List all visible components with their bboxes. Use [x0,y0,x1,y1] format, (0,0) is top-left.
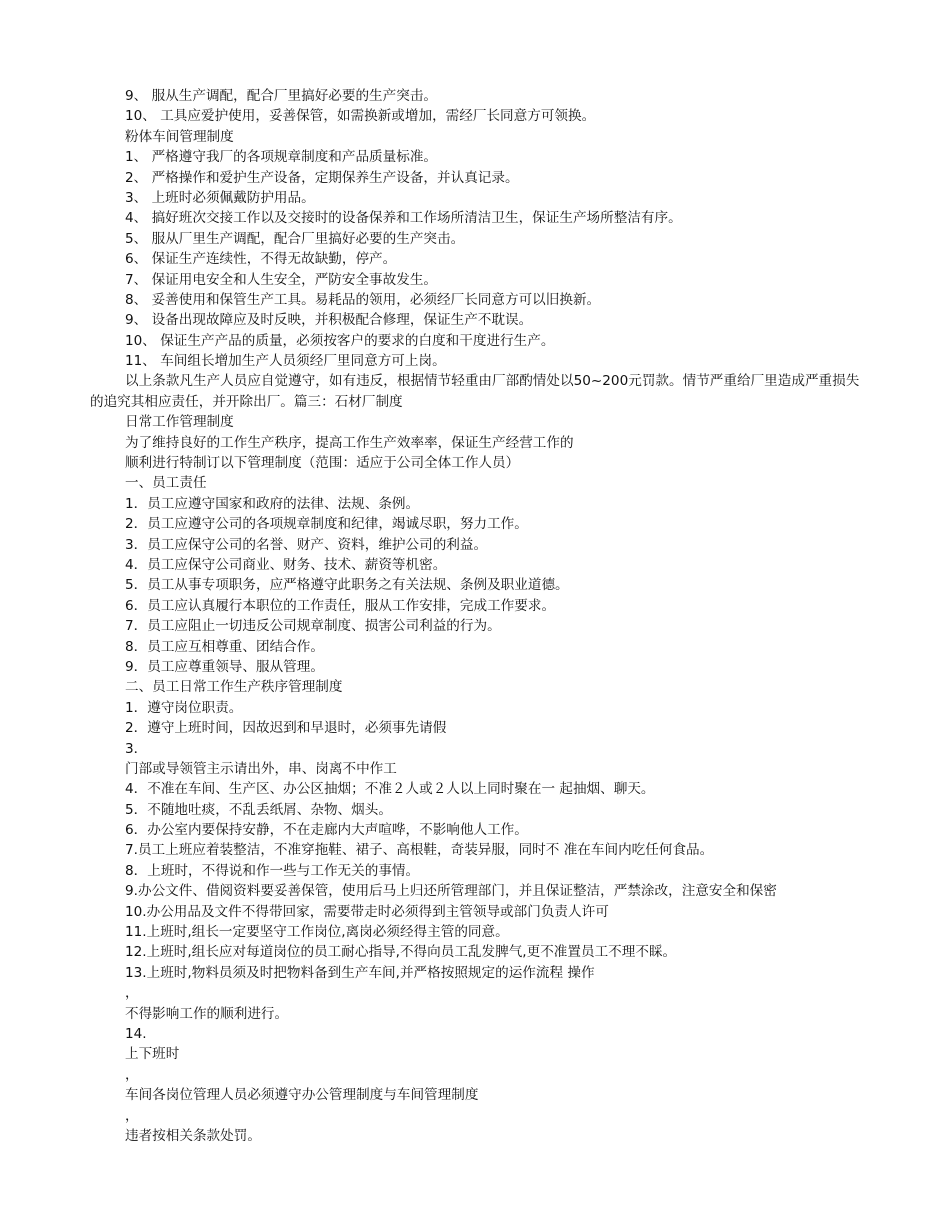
text-paragraph: 9.办公文件、借阅资料要妥善保管，使用后马上归还所管理部门，并且保证整洁，严禁涂改，注意安全和保密 [125,883,777,900]
text-line: 13.上班时,物料员须及时把物料备到生产车间,并严格按照规定的运作流程 操作 [125,964,595,981]
text-line: 5．员工从事专项职务，应严格遵守此职务之有关法规、条例及职业道德。 [125,577,569,594]
text-line: 门部或导领管主示请出外，串、岗离不中作工 [125,760,397,777]
text-line: 14. [125,1026,147,1043]
text-line: 5、 服从厂里生产调配，配合厂里搞好必要的生产突击。 [125,230,465,247]
text-line: 2．遵守上班时间，因故迟到和早退时，必须事先请假 [125,720,447,737]
text-line: 违者按相关条款处罚。 [125,1127,261,1144]
text-line: 5．不随地吐痰，不乱丢纸屑、杂物、烟头。 [125,801,392,818]
text-line: 4．员工应保守公司商业、财务、技术、薪资等机密。 [125,557,447,574]
text-paragraph: 以上条款凡生产人员应自觉遵守，如有违反，根据情节轻重由厂部酌情处以50~200元罚款。情节严重给厂里造成严重损失的追究其相应责任，并开除出厂。篇三：石材厂制度 [90,373,860,410]
text-line: 顺利进行特制订以下管理制度（范围：适应于公司全体工作人员） [125,455,520,472]
text-line: 不得影响工作的顺利进行。 [125,1005,289,1022]
text-line: 3、 上班时必须佩戴防护用品。 [125,189,315,206]
text-line: 11、 车间组长增加生产人员须经厂里同意方可上岗。 [125,353,446,370]
text-line: 2、 严格操作和爱护生产设备，定期保养生产设备，并认真记录。 [125,169,519,186]
text-line: 3．员工应保守公司的名誉、财产、资料，维护公司的利益。 [125,536,488,553]
text-line: 8、 妥善使用和保管生产工具。易耗品的领用，必须经厂长同意方可以旧换新。 [125,291,601,308]
text-line: 8．上班时，不得说和作一些与工作无关的事情。 [125,862,420,879]
text-line: 6、 保证生产连续性，不得无故缺勤，停产。 [125,251,397,268]
text-line: 7、 保证用电安全和人生安全，严防安全事故发生。 [125,271,438,288]
text-line: 10、 工具应爱护使用，妥善保管，如需换新或增加，需经厂长同意方可领换。 [125,108,596,125]
text-line: 4．不准在车间、生产区、办公区抽烟；不准２人或２人以上同时聚在一 起抽烟、聊天。 [125,781,655,798]
text-line: ， [125,1107,139,1124]
text-line: 8．员工应互相尊重、团结合作。 [125,638,324,655]
text-line: 7．员工应阻止一切违反公司规章制度、损害公司利益的行为。 [125,618,501,635]
text-line: 12.上班时,组长应对每道岗位的员工耐心指导,不得向员工乱发脾气,更不准置员工不理不睬。 [125,944,677,961]
text-line: 上下班时 [125,1046,180,1063]
section-heading: 一、员工责任 [125,475,207,492]
text-line: 4、 搞好班次交接工作以及交接时的设备保养和工作场所清洁卫生，保证生产场所整洁有序。 [125,210,682,227]
section-heading: 二、员工日常工作生产秩序管理制度 [125,679,343,696]
text-line: 1．员工应遵守国家和政府的法律、法规、条例。 [125,495,420,512]
text-line: 车间各岗位管理人员必须遵守办公管理制度与车间管理制度 [125,1087,479,1104]
text-line: 6．员工应认真履行本职位的工作责任，服从工作安排，完成工作要求。 [125,597,556,614]
text-line: ， [125,985,139,1002]
text-line: 6．办公室内要保持安静，不在走廊内大声喧哗，不影响他人工作。 [125,822,528,839]
text-line: 2．员工应遵守公司的各项规章制度和纪律，竭诚尽职，努力工作。 [125,516,528,533]
text-line: 为了维持良好的工作生产秩序，提高工作生产效率率，保证生产经营工作的 [125,434,574,451]
text-line: 1．遵守岗位职责。 [125,699,243,716]
text-line: 3． [125,740,148,757]
text-line: 11.上班时,组长一定要坚守工作岗位,离岗必须经得主管的同意。 [125,924,509,941]
text-line: ， [125,1066,139,1083]
section-heading: 粉体车间管理制度 [125,128,234,145]
text-line: 7.员工上班应着装整洁，不准穿拖鞋、裙子、高根鞋，奇装异服，同时不 准在车间内吃任何食品。 [125,842,714,859]
text-line: 9、 设备出现故障应及时反映，并积极配合修理，保证生产不耽误。 [125,312,533,329]
text-line: 9．员工应尊重领导、服从管理。 [125,658,324,675]
text-line: 10、 保证生产产品的质量，必须按客户的要求的白度和干度进行生产。 [125,332,555,349]
text-line: 9、 服从生产调配，配合厂里搞好必要的生产突击。 [125,88,438,104]
text-line: 1、 严格遵守我厂的各项规章制度和产品质量标准。 [125,149,438,166]
section-heading: 日常工作管理制度 [125,414,234,431]
text-line: 10.办公用品及文件不得带回家，需要带走时必须得到主管领导或部门负责人许可 [125,903,609,920]
